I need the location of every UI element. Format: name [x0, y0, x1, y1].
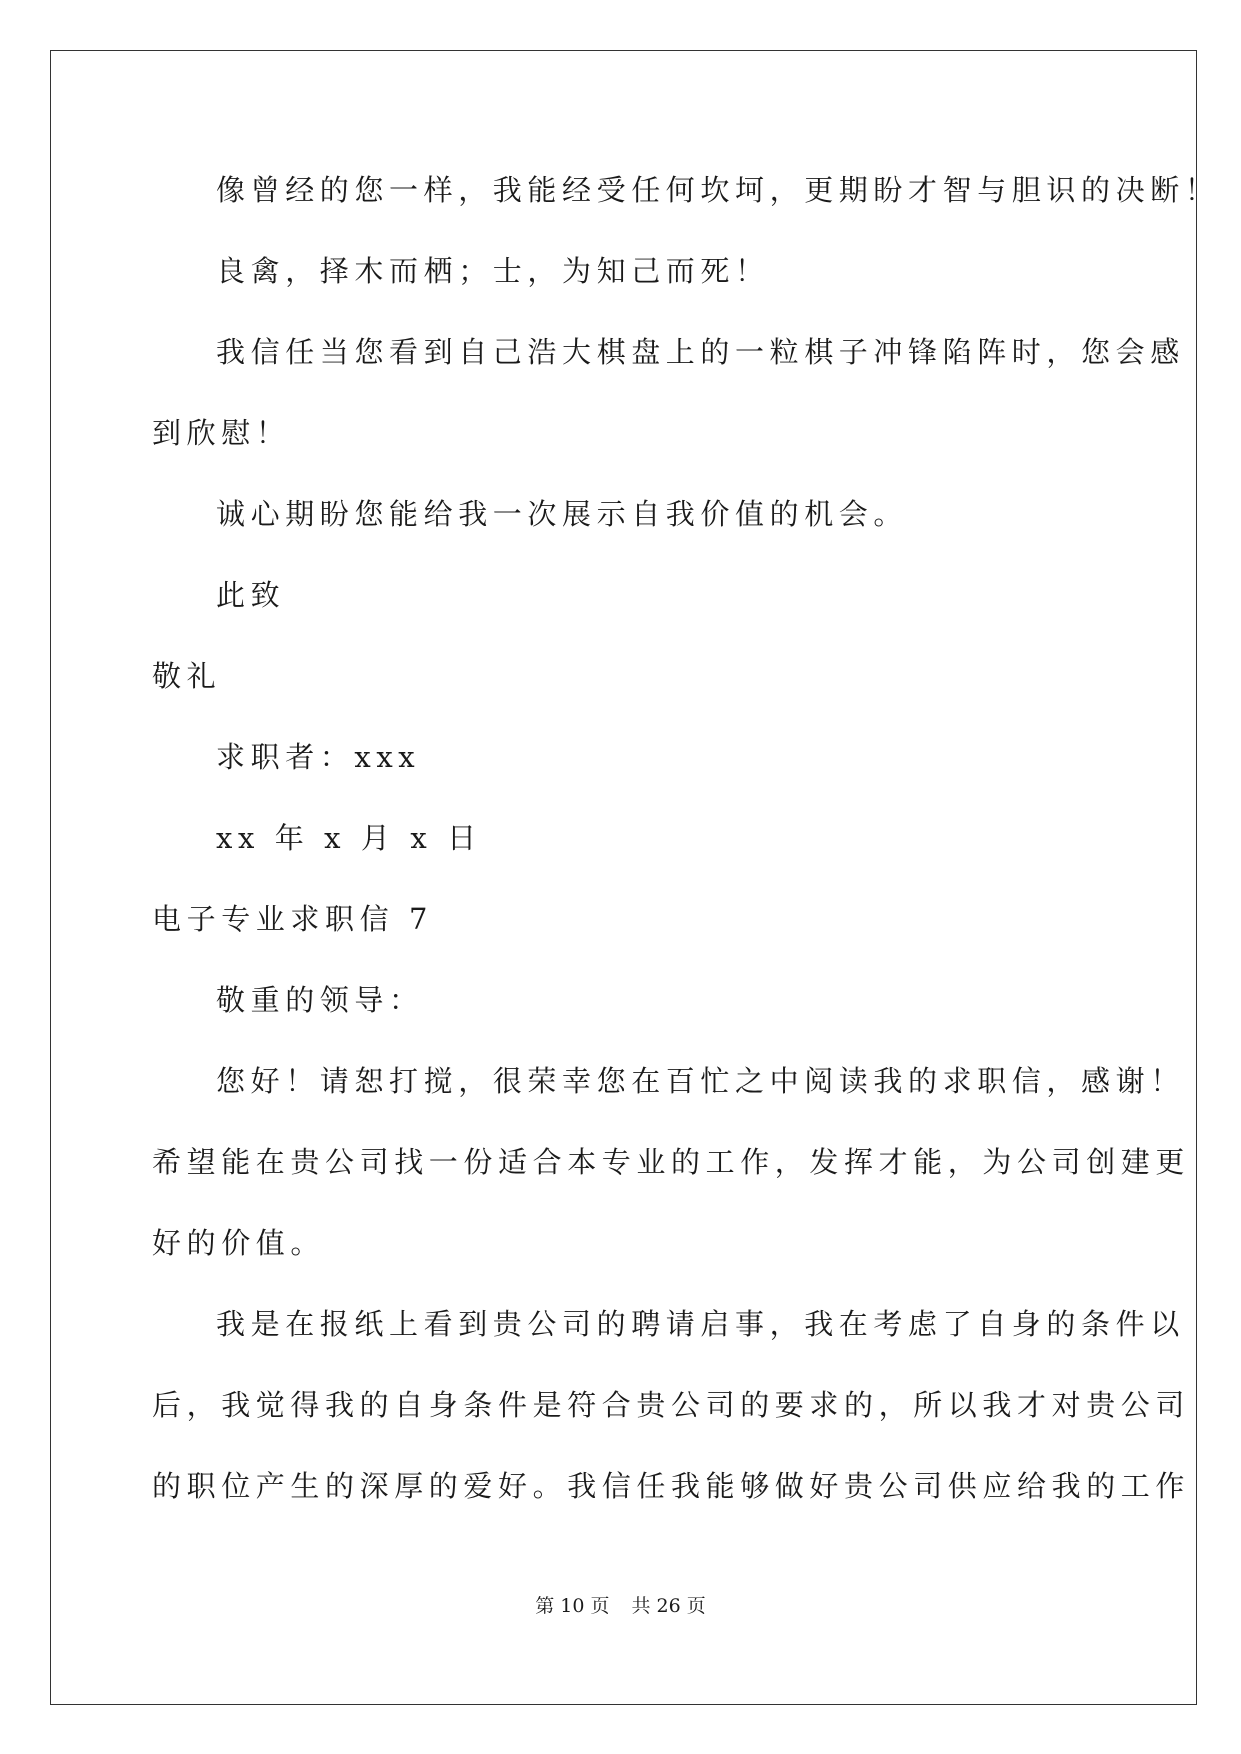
paragraph-line: 像曾经的您一样，我能经受任何坎坷，更期盼才智与胆识的决断！ [216, 173, 1220, 207]
page-border [50, 50, 1220, 1705]
page-number: 第 10 页 [535, 1595, 610, 1617]
closing-line: 此致 [216, 578, 286, 612]
date-line: xx 年 x 月 x 日 [216, 821, 482, 855]
paragraph-line: 到欣慰！ [152, 416, 291, 450]
paragraph-line: 好的价值。 [152, 1226, 326, 1260]
paragraph-line: 我是在报纸上看到贵公司的聘请启事，我在考虑了自身的条件以 [216, 1307, 1185, 1341]
salutation-line: 敬礼 [152, 659, 222, 693]
section-title: 电子专业求职信 7 [152, 902, 434, 936]
paragraph-line: 的职位产生的深厚的爱好。我信任我能够做好贵公司供应给我的工作 [152, 1469, 1191, 1503]
page-footer [0, 1594, 1241, 1618]
paragraph-line: 良禽，择木而栖；士，为知己而死！ [216, 254, 770, 288]
paragraph-line: 我信任当您看到自己浩大棋盘上的一粒棋子冲锋陷阵时，您会感 [216, 335, 1185, 369]
paragraph-line: 希望能在贵公司找一份适合本专业的工作，发挥才能，为公司创建更 [152, 1145, 1191, 1179]
greeting-line: 敬重的领导： [216, 983, 424, 1017]
signature-line: 求职者：xxx [216, 740, 421, 774]
paragraph-line: 后，我觉得我的自身条件是符合贵公司的要求的，所以我才对贵公司 [152, 1388, 1191, 1422]
paragraph-line: 您好！请恕打搅，很荣幸您在百忙之中阅读我的求职信，感谢！ [216, 1064, 1185, 1098]
page-total: 共 26 页 [631, 1595, 706, 1617]
paragraph-line: 诚心期盼您能给我一次展示自我价值的机会。 [216, 497, 909, 531]
